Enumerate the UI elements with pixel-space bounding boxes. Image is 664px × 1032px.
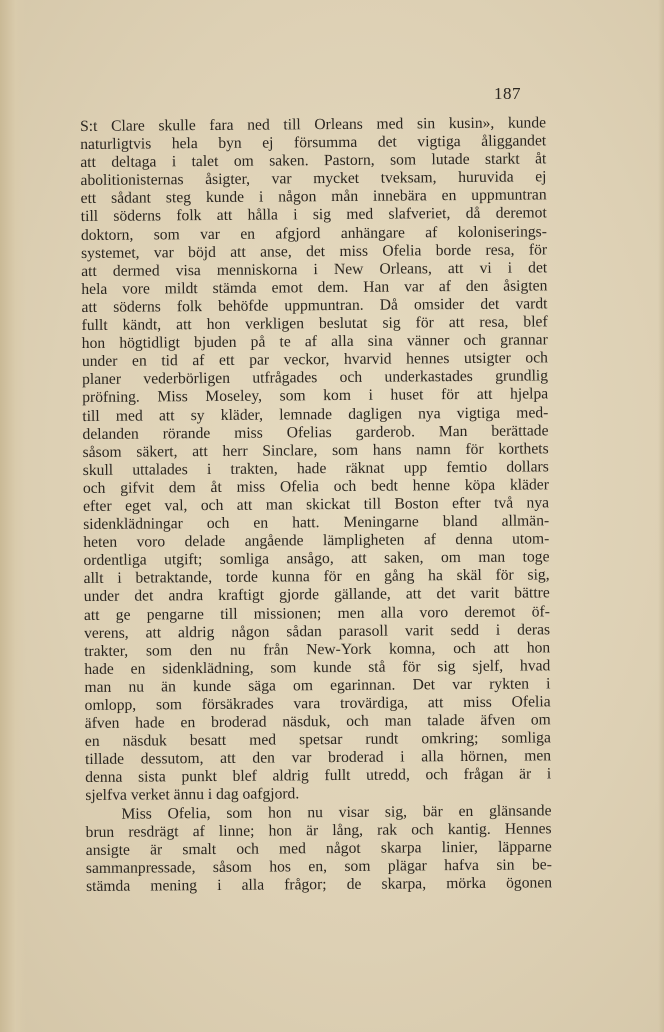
- text-line: ett sådant steg kunde i någon mån innebära en uppmuntran: [80, 186, 547, 208]
- text-line: att deltaga i talet om saken. Pastorn, som lutade starkt åt: [80, 150, 547, 172]
- text-line: hela vore mildt stämda emot dem. Han var af den åsigten: [81, 277, 548, 298]
- text-line: fullt kändt, att hon verkligen beslutat sig för att resa, blef: [81, 313, 548, 335]
- text-line: efter eget val, och att man skickat till Boston efter två nya: [82, 494, 550, 515]
- text-line: pröfning. Miss Moseley, som kom i huset för att hjelpa: [82, 385, 549, 407]
- page-number: 187: [494, 84, 521, 103]
- text-line: sidenklädningar och en hatt. Meningarne bland allmän-: [83, 512, 550, 534]
- text-line: under en tid af ett par veckor, hvarvid hennes utsigter och: [81, 349, 548, 371]
- text-line: delanden rörande miss Ofelias garderob. Man berättade: [82, 421, 549, 443]
- text-line: och gifvit dem åt miss Ofelia och bedt henne köpa kläder: [82, 476, 549, 497]
- text-line: skull uttalades i trakten, hade räknat upp femtio dollars: [82, 458, 549, 479]
- text-line: till söderns folk att hålla i sig med slafveriet, då deremot: [80, 204, 547, 226]
- text-line: stämda mening i alla frågor; de skarpa, mörka ögonen: [85, 874, 553, 895]
- text-line: Miss Ofelia, som hon nu visar sig, bär en glänsande: [121, 801, 552, 823]
- text-line: under det andra kraftigt gjorde gällande, att det varit bättre: [83, 584, 550, 606]
- text-line: abolitionisternas åsigter, var mycket tveksam, huruvida ej: [80, 168, 547, 190]
- text-line: såsom säkert, att herr Sinclare, som hans namn för korthets: [82, 440, 549, 461]
- text-line: att ge pengarne till missionen; men alla voro deremot öf-: [83, 602, 550, 624]
- text-line: doktorn, som var en afgjord anhängare af koloniserings-: [80, 222, 547, 244]
- text-line: denna sista punkt blef aldrig fullt utredd, och frågan är i: [85, 765, 552, 787]
- text-line: ordentliga utgift; somliga ansågo, att saken, om man toge: [83, 548, 550, 570]
- text-line: heten voro delade angående lämpligheten af denna utom-: [83, 530, 550, 552]
- text-line: äfven hade en broderad näsduk, och man talade äfven om: [84, 711, 551, 733]
- text-line: allt i betraktande, torde kunna för en gång ha skäl för sig,: [83, 566, 550, 588]
- text-line: sammanpressade, såsom hos en, som plägar hafva sin be-: [85, 856, 552, 877]
- body-text: [80, 114, 552, 896]
- text-line: trakter, som den nu från New-York komna, och att hon: [84, 639, 551, 660]
- text-line: att dermed visa menniskorna i New Orleans, att vi i det: [81, 259, 548, 280]
- text-line: ansigte är smalt och med något skarpa linier, läpparne: [85, 838, 552, 859]
- text-line: en näsduk besatt med spetsar rundt omkring; somliga: [84, 729, 551, 751]
- text-line: omlopp, som försäkrades vara trovärdiga, att miss Ofelia: [84, 693, 551, 714]
- text-line: man nu än kunde säga om egarinnan. Det var rykten i: [84, 675, 551, 696]
- text-line: systemet, var böjd att anse, det miss Ofelia borde resa, för: [80, 240, 548, 262]
- text-line: tillade dessutom, att den var broderad i alla hörnen, men: [84, 747, 552, 769]
- text-line: S:t Clare skulle fara ned till Orleans med sin kusin», kunde: [80, 114, 547, 135]
- text-line: verens, att aldrig någon sådan parasoll varit sedd i deras: [83, 620, 551, 642]
- text-line: att söderns folk behöfde uppmuntran. Då omsider det vardt: [81, 295, 548, 316]
- text-line: hade en sidenklädning, som kunde stå för sig sjelf, hvad: [84, 657, 551, 678]
- text-line: naturligtvis hela byn ej försumma det vigtiga åliggandet: [80, 132, 547, 154]
- text-line: brun resdrägt af linne; hon är lång, rak och kantig. Hennes: [85, 819, 552, 841]
- text-line: hon högtidligt bjuden på te af alla sina vänner och grannar: [81, 331, 548, 353]
- text-line: sjelfva verket ännu i dag oafgjord.: [85, 785, 300, 805]
- text-line: planer vederbörligen utfrågades och underkastades grundlig: [81, 367, 549, 389]
- text-line: till med att sy kläder, lemnade dagligen nya vigtiga med-: [82, 403, 549, 425]
